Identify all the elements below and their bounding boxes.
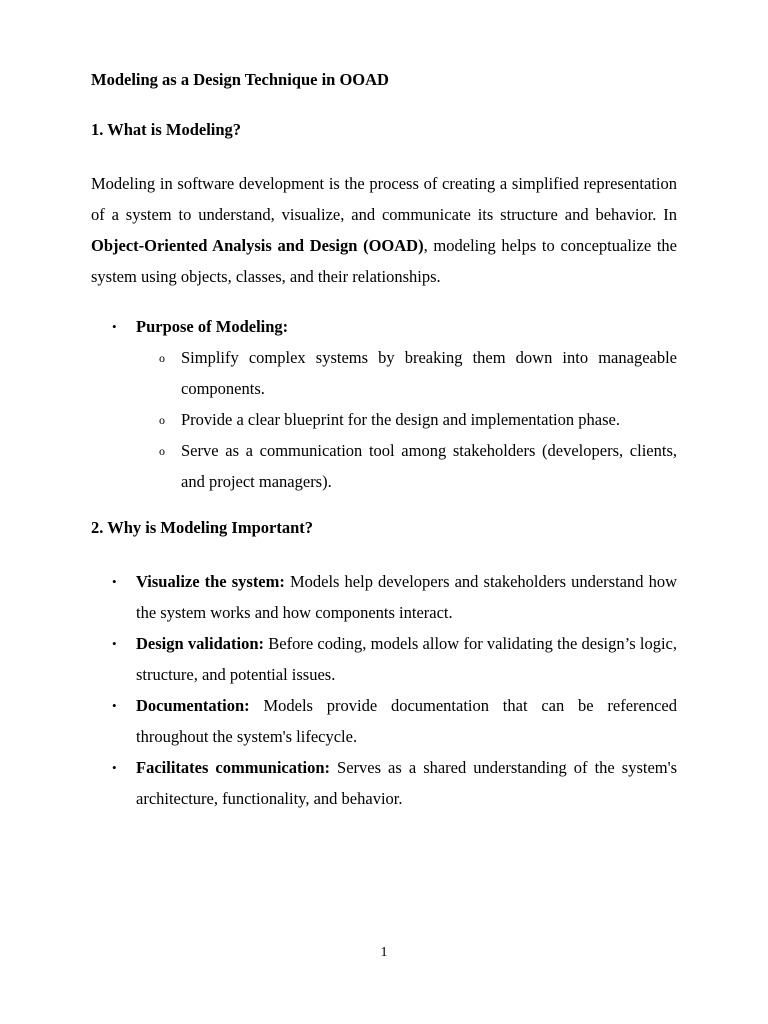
sub-item-text: Provide a clear blueprint for the design and implementation phase. <box>181 410 620 429</box>
list-item <box>91 566 677 628</box>
list-item <box>91 752 677 814</box>
list-item-purpose <box>91 311 677 497</box>
list-item <box>91 690 677 752</box>
item-label: Facilitates communication: <box>136 758 330 777</box>
item-text: Serves as a shared understanding of the system's architecture, functionality, and behavior. <box>136 758 677 808</box>
bullet-icon: • <box>112 319 117 334</box>
sub-bullet-icon: o <box>159 413 165 427</box>
sub-bullet-icon: o <box>159 351 165 365</box>
section-heading-what-is-modeling: 1. What is Modeling? <box>91 120 242 139</box>
item-text: Before coding, models allow for validating the design’s logic, structure, and potential issues. <box>136 634 677 684</box>
bullet-icon: • <box>112 698 117 713</box>
section-heading-why-important: 2. Why is Modeling Important? <box>91 518 314 537</box>
paragraph-text-start: Modeling in software development is the process of creating a simplified representation of a system to understand, visualize, and communicate its structure and behavior. In <box>91 174 677 224</box>
modeling-definition-paragraph <box>91 168 677 292</box>
page-number: 1 <box>380 945 388 960</box>
item-label: Design validation: <box>136 634 265 653</box>
sub-item-text: Simplify complex systems by breaking them down into manageable components. <box>181 348 677 398</box>
sub-item-text: Serve as a communication tool among stakeholders (developers, clients, and project managers). <box>181 441 677 491</box>
list-item <box>91 628 677 690</box>
purpose-label: Purpose of Modeling: <box>136 317 289 336</box>
bullet-icon: • <box>112 760 117 775</box>
item-label: Documentation: <box>136 696 250 715</box>
document-page <box>91 0 677 1024</box>
sub-list-item <box>91 435 677 497</box>
importance-list <box>91 566 677 814</box>
sub-list-item <box>91 404 677 435</box>
item-text: Models help developers and stakeholders understand how the system works and how components interact. <box>136 572 677 622</box>
sub-list-item <box>91 342 677 404</box>
item-text: Models provide documentation that can be referenced throughout the system's lifecycle. <box>136 696 677 746</box>
bullet-icon: • <box>112 574 117 589</box>
purpose-list <box>91 311 677 497</box>
paragraph-text-end: , modeling helps to conceptualize the system using objects, classes, and their relationships. <box>91 236 677 286</box>
document-title: Modeling as a Design Technique in OOAD <box>91 70 389 89</box>
paragraph-bold-ooad: Object-Oriented Analysis and Design (OOAD) <box>91 236 424 255</box>
bullet-icon: • <box>112 636 117 651</box>
item-label: Visualize the system: <box>136 572 285 591</box>
purpose-sub-list <box>136 342 677 497</box>
sub-bullet-icon: o <box>159 444 165 458</box>
